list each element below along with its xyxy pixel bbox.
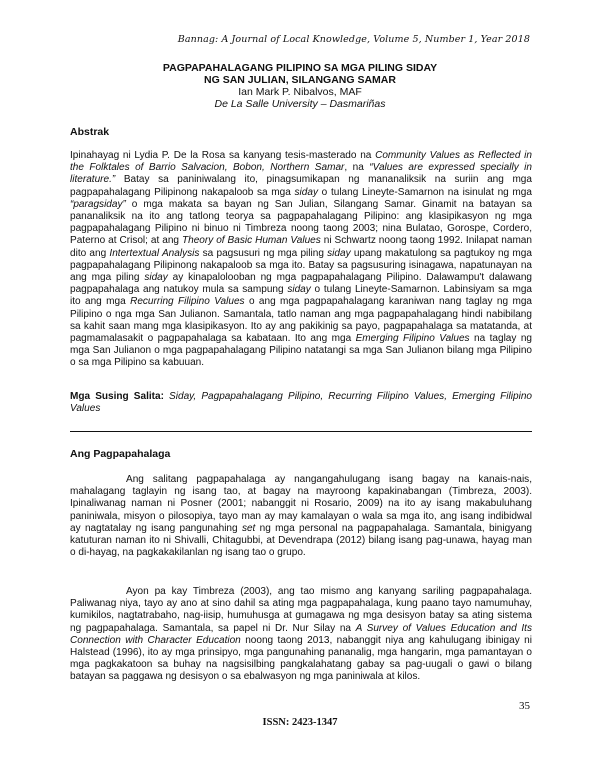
abstract-heading: Abstrak xyxy=(70,126,110,138)
body-paragraph-1: Ang salitang pagpapahalaga ay nangangahulugang isang bagay na kanais-nais, mahalagang taglayin ng isang tao, at bagay na mayroong kapakinabangan (Timbreza, 2003). Ipinaliwanag naman ni Posner (2001; nabanggit ni Rosario, 2009) na ito ay isang makabuluhang paniniwala, misyon o pilosopiya, tayo man ay may kamalayan o wala sa mga ito, ang isang indibidwal ay nagtatalay ng isang pangunahing set ng mga personal na pagpapahalaga. Samantala, binigyang katuturan naman ito ni Shivalli, Chitagubbi, at Devendrapa (2012) bilang isang pag-unawa, hayag man o di-hayag, na pagkakakilanlan ng isang tao o grupo. xyxy=(70,474,533,559)
article-title-block xyxy=(70,62,530,110)
issn-footer: ISSN: 2423-1347 xyxy=(262,717,338,728)
keywords-label: Mga Susing Salita: xyxy=(70,391,164,402)
abstract-paragraph: Ipinahayag ni Lydia P. De la Rosa sa kanyang tesis-masterado na Community Values as Reflected in the Folktales of Barrio Salvacion, Bobon, Northern Samar, na “Values are expressed specially in literature.” Batay sa paniniwalang ito, pinagsumikapan ng mananaliksik na suriin ang mga pagpapahalagang Pilipinong nakapaloob sa mga siday o tulang Lineyte-Samarnon na isinulat ng mga “paragsiday” o mga makata sa bayan ng San Julian, Silangang Samar. Ginamit na batayan sa pananaliksik na ito ang tatlong teorya sa pagpapahalagang Pilipino: ang klasipikasyon ng mga pagpapahalagang Pilipino ni binuo ni Timbreza noong taong 2003; nina Bulatao, Gorospe, Cordero, Paterno at Crisol; at ang Theory of Basic Human Values ni Schwartz noong taong 1992. Inilapat naman dito ang Intertextual Analysis sa pagsusuri ng mga piling siday upang makatulong sa pagtukoy ng mga pagpapahalagang Pilipinong nakapaloob sa mga ito. Batay sa pagsusuring isinagawa, napatunayan na ang mga piling siday ay kinapalolooban ng mga pagpapahalagang Pilipino. Dalawampu't dalawang pagpapahalaga ang natukoy mula sa sampung siday o tulang Lineyte-Samarnon. Labinsiyam sa mga ito ang mga Recurring Filipino Values o ang mga pagpapahalagang karaniwan nang taglay ng mga Pilipino o nga mga San Julianon. Samantala, tatlo naman ang mga pagpapahalagang hindi nabibilang sa kahit saan mang mga klasipikasyon. Ito ay ang pakikinig sa payo, pagpapahalaga sa matatanda, at pagmamalasakit o pagpapahalaga sa kabataan. Ito ang mga Emerging Filipino Values na taglay ng mga San Julianon o mga pagpapahalagang Pilipino natatangi sa mga San Julianon bilang mga Pilipino o sa mga Pilipino sa kabuuan. xyxy=(70,150,533,369)
running-head: Bannag: A Journal of Local Knowledge, Volume 5, Number 1, Year 2018 xyxy=(177,34,530,45)
author-affiliation: De La Salle University – Dasmariñas xyxy=(214,98,386,110)
author-name: Ian Mark P. Nibalvos, MAF xyxy=(238,86,362,98)
body-paragraph-2: Ayon pa kay Timbreza (2003), ang tao mismo ang kanyang sariling pagpapahalaga. Paliwanag niya, tayo ay ano at sino dahil sa ating mga pagpapahalaga, kung paano tayo namumuhay, kumikilos, nagtatrabaho, nag-iisip, humuhusga at gumagawa ng mga desisyon batay sa ating sistema ng pagpapahalaga. Samantala, sa papel ni Dr. Nur Silay na A Survey of Values Education and Its Connection with Character Education noong taong 2013, nabanggit niya ang kahulugang ibinigay ni Halstead (1996), ito ay mga prinsipyo, mga pangunahing pananalig, mga hangarin, mga pamantayan o mga pagkakatoon sa buhay na nagsisilbing pangkalahatang gabay sa pag-uugali o gawi o bilang batayan sa paggawa ng desisyon o sa ebalwasyon ng mga paniniwala at kilos. xyxy=(70,586,532,683)
section-divider xyxy=(70,431,532,432)
keywords xyxy=(70,391,532,415)
article-title-line-1: PAGPAPAHALAGANG PILIPINO SA MGA PILING SIDAY xyxy=(162,62,438,74)
section-heading: Ang Pagpapahalaga xyxy=(70,448,171,460)
article-title-line-2: NG SAN JULIAN, SILANGANG SAMAR xyxy=(204,74,396,86)
page-number: 35 xyxy=(519,700,530,712)
keywords-values: Siday, Pagpapahalagang Pilipino, Recurring Filipino Values, Emerging Filipino Values xyxy=(70,391,532,415)
